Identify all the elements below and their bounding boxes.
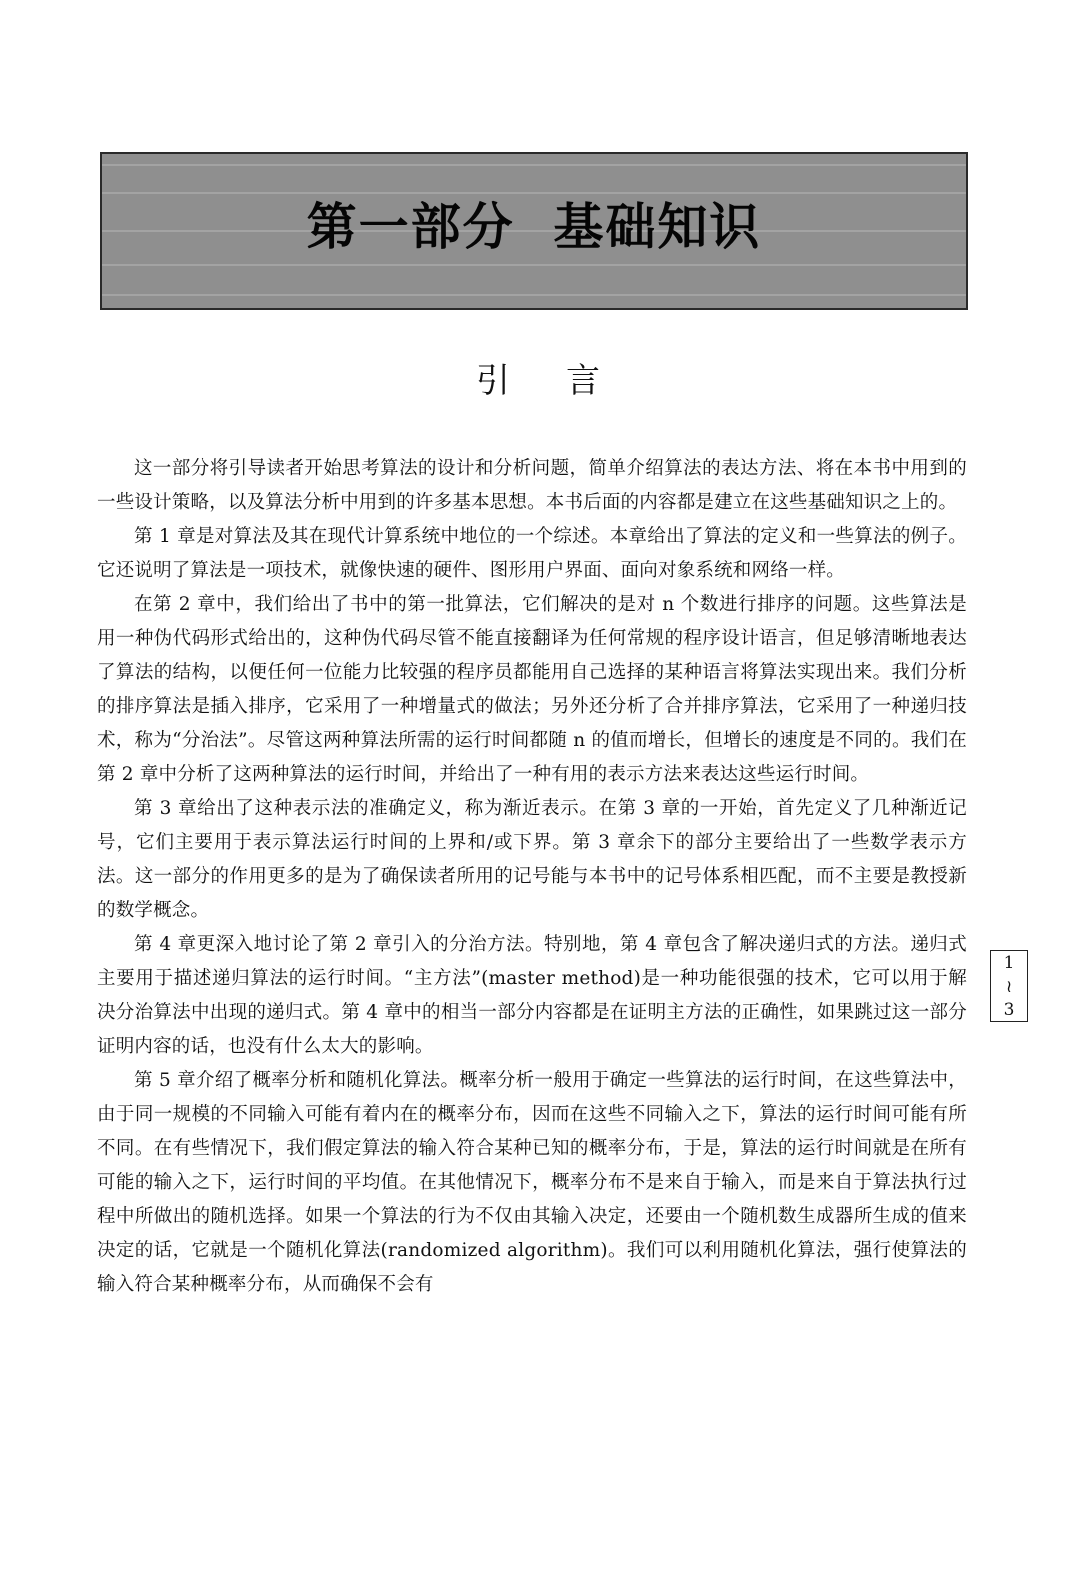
section-title: 引言: [476, 361, 656, 401]
paragraph-chapter-3: 第 3 章给出了这种表示法的准确定义，称为渐近表示。在第 3 章的一开始，首先定义了几种渐近记号，它们主要用于表示算法运行时间的上界和/或下界。第 3 章余下的部分主要给出了一些数学表示方法。这一部分的作用更多的是为了确保读者所用的记号能与本书中的记号体系相匹配，而不主要是教授新的数学概念。: [97, 798, 967, 921]
paragraph-intro: 这一部分将引导读者开始思考算法的设计和分析问题，简单介绍算法的表达方法、将在本书中用到的一些设计策略，以及算法分析中用到的许多基本思想。本书后面的内容都是建立在这些基础知识之上的。: [97, 458, 967, 513]
page-marker-end: 3: [1003, 1000, 1015, 1020]
banner-texture-line: [102, 164, 966, 166]
part-title: 第一部分 基础知识: [306, 198, 762, 256]
body-text: [97, 452, 967, 1302]
original-page-marker: [990, 950, 1028, 1022]
paragraph-chapter-1: 第 1 章是对算法及其在现代计算系统中地位的一个综述。本章给出了算法的定义和一些算法的例子。它还说明了算法是一项技术，就像快速的硬件、图形用户界面、面向对象系统和网络一样。: [97, 526, 967, 581]
banner-texture-line: [102, 192, 966, 194]
page-marker-start: 1: [1003, 953, 1015, 973]
paragraph-chapter-2: 在第 2 章中，我们给出了书中的第一批算法，它们解决的是对 n 个数进行排序的问题。这些算法是用一种伪代码形式给出的，这种伪代码尽管不能直接翻译为任何常规的程序设计语言，但足够清晰地表达了算法的结构，以便任何一位能力比较强的程序员都能用自己选择的某种语言将算法实现出来。我们分析的排序算法是插入排序，它采用了一种增量式的做法；另外还分析了合并排序算法，它采用了一种递归技术，称为“分治法”。尽管这两种算法所需的运行时间都随 n 的值而增长，但增长的速度是不同的。我们在第 2 章中分析了这两种算法的运行时间，并给出了一种有用的表示方法来表达这些运行时间。: [97, 594, 967, 785]
banner-texture-line: [102, 294, 966, 296]
part-title-banner: [100, 152, 968, 310]
page-marker-range: ≀: [1005, 976, 1013, 997]
paragraph-chapter-5: 第 5 章介绍了概率分析和随机化算法。概率分析一般用于确定一些算法的运行时间，在这些算法中，由于同一规模的不同输入可能有着内在的概率分布，因而在这些不同输入之下，算法的运行时间可能有所不同。在有些情况下，我们假定算法的输入符合某种已知的概率分布，于是，算法的运行时间就是在所有可能的输入之下，运行时间的平均值。在其他情况下，概率分布不是来自于输入，而是来自于算法执行过程中所做出的随机选择。如果一个算法的行为不仅由其输入决定，还要由一个随机数生成器所生成的值来决定的话，它就是一个随机化算法(randomized algorithm)。我们可以利用随机化算法，强行使算法的输入符合某种概率分布，从而确保不会有: [97, 1070, 967, 1295]
banner-texture-line: [102, 264, 966, 266]
paragraph-chapter-4: 第 4 章更深入地讨论了第 2 章引入的分治方法。特别地，第 4 章包含了解决递归式的方法。递归式主要用于描述递归算法的运行时间。“主方法”(master method)是一种功能很强的技术，它可以用于解决分治算法中出现的递归式。第 4 章中的相当一部分内容都是在证明主方法的正确性，如果跳过这一部分证明内容的话，也没有什么太大的影响。: [97, 934, 967, 1057]
